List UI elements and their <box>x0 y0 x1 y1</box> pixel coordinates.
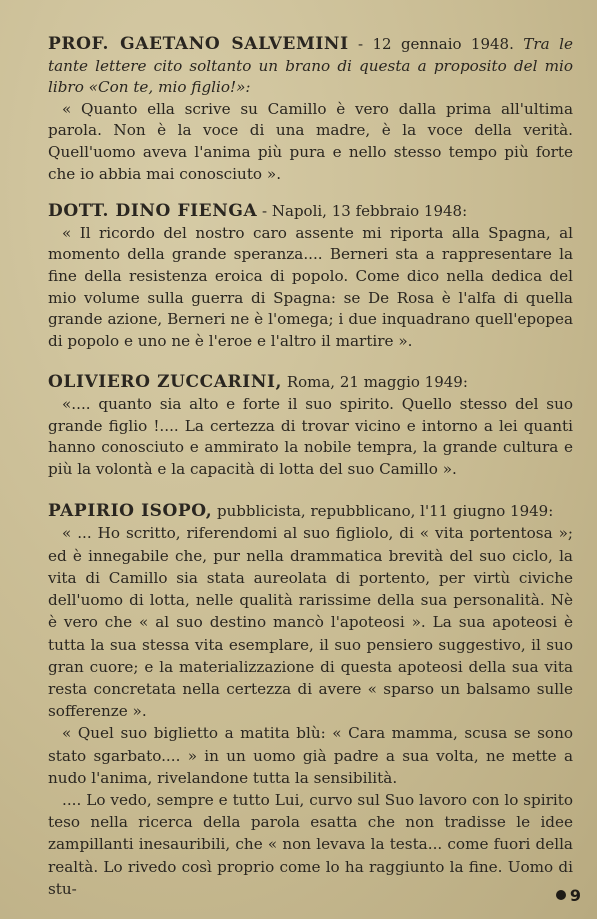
page-number-text: 9 <box>569 886 581 905</box>
entry-header-paragraph <box>48 201 573 223</box>
dateline: - 12 gennaio 1948. <box>348 35 524 53</box>
intro-text: Tra le tante lettere cito soltanto un brano di questa a proposito del mio libro «Con te, mio figlio!»: <box>48 35 573 97</box>
author-name: PROF. GAETANO SALVEMINI <box>48 34 349 54</box>
entry-header-paragraph <box>48 500 573 522</box>
page-number <box>556 886 581 905</box>
quote-paragraph: «.... quanto sia alto e forte il suo spirito. Quello stesso del suo grande figlio !.... La certezza di trovar vicino e intorno a lei quanti hanno conosciuto e ammirato la nobile tempra, la grande cultura e più la volontà e la capacità di lotta del suo Camillo ». <box>48 394 573 478</box>
quote-paragraph: « Il ricordo del nostro caro assente mi riporta alla Spagna, al momento della grande speranza.... Berneri sta a rappresentare la fine della resistenza eroica di popolo. Come dico nella dedica del mio volume sulla guerra di Spagna: se De Rosa è l'alfa di quella grande azione, Berneri ne è l'omega; i due inquadrano quell'epopea di popolo e uno ne è l'eroe e l'altro il martire ». <box>48 223 573 350</box>
entry-header-paragraph <box>48 372 573 394</box>
author-name: DOTT. DINO FIENGA <box>48 201 258 222</box>
bullet-icon <box>556 890 566 900</box>
dateline: pubblicista, repubblicano, l'11 giugno 1949: <box>212 502 554 521</box>
dateline: Roma, 21 maggio 1949: <box>282 373 468 392</box>
entry-header-paragraph <box>48 34 573 99</box>
entry-isopo <box>48 500 573 900</box>
quote-paragraph: « ... Ho scritto, riferendomi al suo figliolo, di « vita portentosa »; ed è innegabile che, pur nella drammatica brevità del suo ciclo, la vita di Camillo sia stata aureolata di portento, per virtù civiche dell'uomo di lotta, nelle qualità rarissime della sua personalità. Nè è vero che « al suo destino mancò l'apoteosi ». La sua apoteosi è tutta la sua stessa vita esemplare, il suo pensiero suggestivo, il suo gran cuore; e la materializzazione di questa apoteosi della sua vita resta concretata nella certezza di avere « sparso un balsamo sulle sofferenze ». <box>48 524 573 721</box>
quote-paragraph: « Quel suo biglietto a matita blù: « Cara mamma, scusa se sono stato sgarbato.... » in un uomo già padre a sua volta, ne mette a nudo l'anima, rivelandone tutta la sensibilità. <box>48 724 573 787</box>
quote-paragraph: .... Lo vedo, sempre e tutto Lui, curvo sul Suo lavoro con lo spirito teso nella ricerca della parola esatta che non tradisse le idee zampillanti inesauribili, che « non levava la testa... come fuori della realtà. Lo rivedo così proprio come lo ha raggiunto la fine. Uomo di stu- <box>48 790 573 898</box>
entry-fienga <box>48 201 573 352</box>
entry-zuccarini <box>48 372 573 480</box>
dateline: - Napoli, 13 febbraio 1948: <box>257 202 468 221</box>
author-name: OLIVIERO ZUCCARINI, <box>48 372 283 393</box>
quote-paragraph: « Quanto ella scrive su Camillo è vero dalla prima all'ultima parola. Non è la voce di una madre, è la voce della verità. Quell'uomo aveva l'anima più pura e nello stesso tempo più forte che io abbia mai conosciuto ». <box>48 99 573 183</box>
entry-salvemini <box>48 34 573 185</box>
author-name: PAPIRIO ISOPO, <box>48 501 213 522</box>
